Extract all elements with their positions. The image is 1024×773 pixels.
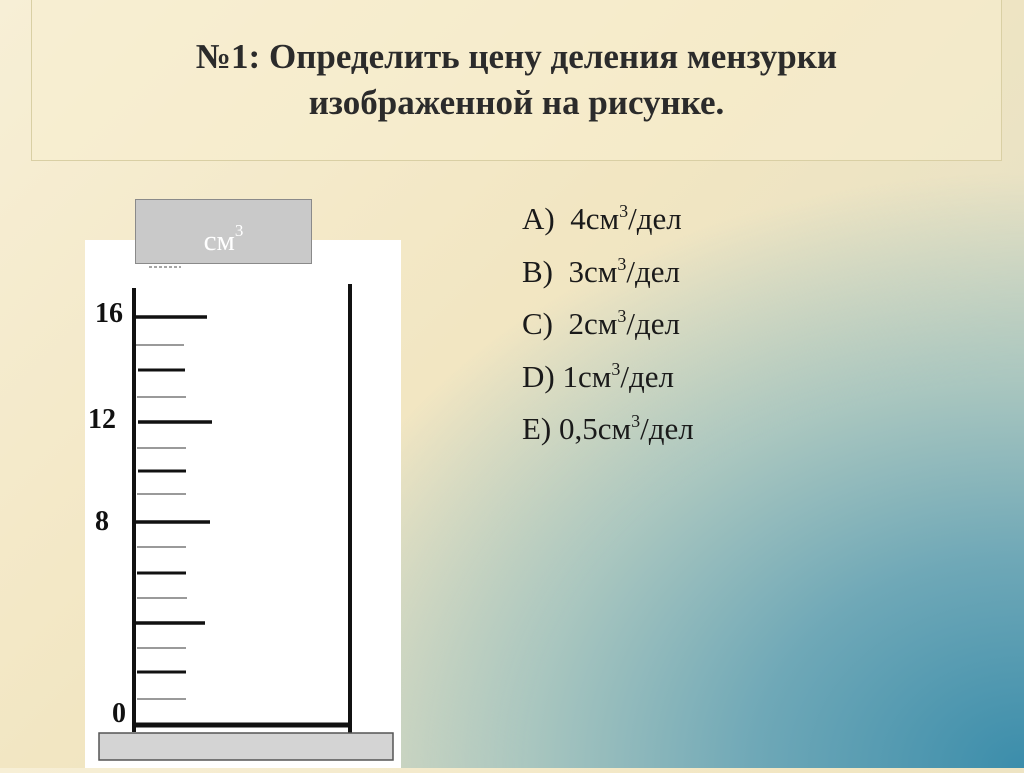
answer-exponent: 3 <box>631 411 641 431</box>
answer-letter: E) <box>522 411 552 446</box>
scale-label-8: 8 <box>95 506 109 537</box>
answer-letter: D) <box>522 358 555 394</box>
answer-exponent: 3 <box>619 201 629 221</box>
beaker-figure <box>85 240 401 768</box>
title-box <box>31 0 1002 161</box>
slide-title <box>32 34 1001 126</box>
answer-suffix: /дел <box>626 253 681 289</box>
answer-value: 4см <box>570 201 620 236</box>
answer-letter: B) <box>522 253 553 289</box>
unit-label-box <box>135 199 312 264</box>
beaker-base <box>99 733 393 760</box>
scale-label-16: 16 <box>95 298 123 329</box>
title-line-1: №1: Определить цену деления мензурки <box>195 37 838 76</box>
scale-label-0: 0 <box>112 698 126 729</box>
answer-option-e <box>522 397 694 450</box>
answer-value: 2см <box>568 306 618 341</box>
answer-letter: C) <box>522 306 553 341</box>
scale-label-12: 12 <box>88 404 116 435</box>
answer-list <box>522 187 694 450</box>
answer-option-c <box>522 292 694 345</box>
answer-option-d <box>522 345 694 398</box>
answer-suffix: /дел <box>640 411 694 446</box>
answer-exponent: 3 <box>611 358 621 379</box>
answer-exponent: 3 <box>617 253 627 274</box>
beaker-drawing <box>85 240 401 768</box>
answer-suffix: /дел <box>620 358 674 394</box>
title-line-2: изображенной на рисунке. <box>308 83 725 122</box>
unit-exponent: 3 <box>234 221 244 240</box>
answer-value: 3см <box>568 253 618 289</box>
answer-option-a <box>522 187 694 240</box>
answer-letter: A) <box>522 201 555 236</box>
answer-option-b <box>522 240 694 293</box>
answer-value: 0,5см <box>559 411 632 446</box>
answer-value: 1см <box>562 358 612 394</box>
unit-label: см <box>203 225 235 257</box>
answer-suffix: /дел <box>626 306 681 341</box>
answer-exponent: 3 <box>617 306 627 326</box>
answer-suffix: /дел <box>628 201 682 236</box>
